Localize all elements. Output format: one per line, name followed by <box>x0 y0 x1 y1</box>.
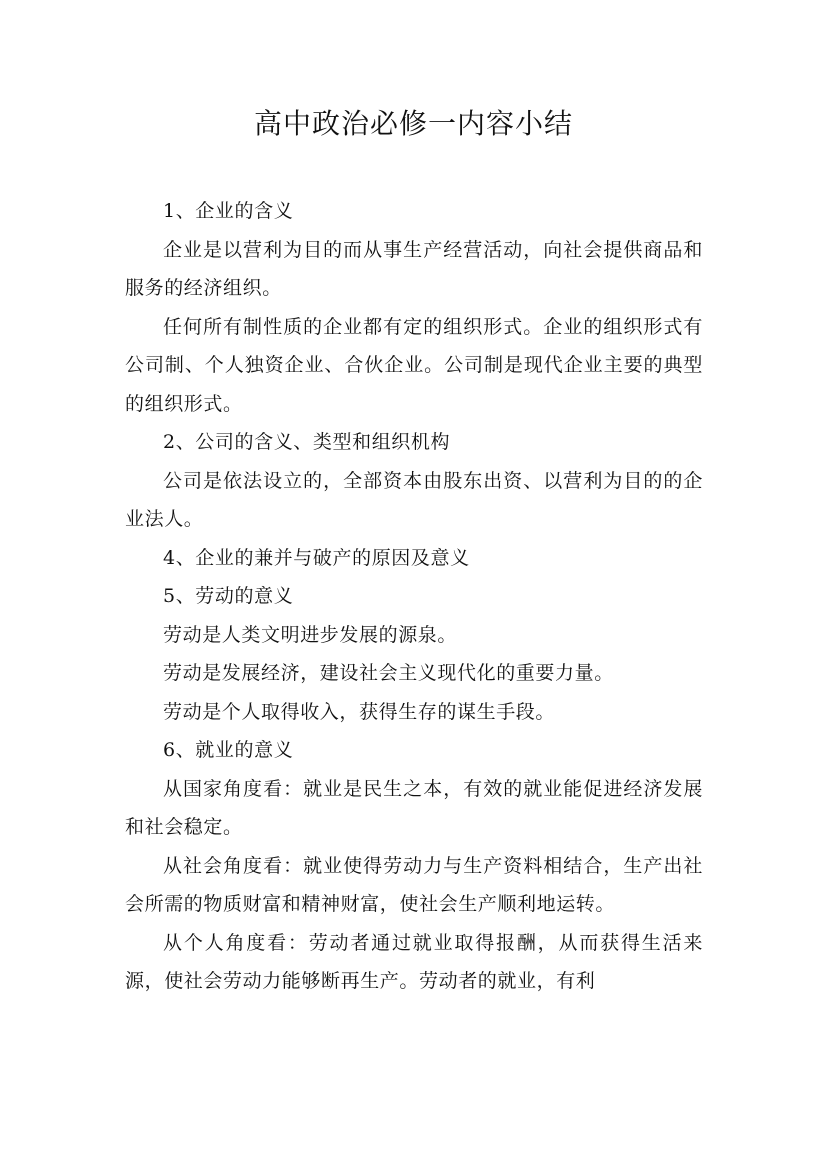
document-title: 高中政治必修一内容小结 <box>253 107 573 140</box>
paragraph: 劳动是个人取得收入，获得生存的谋生手段。 <box>163 700 556 723</box>
paragraph: 公司是依法设立的，全部资本由股东出资、以营利为目的的企业法人。 <box>125 469 703 530</box>
paragraph: 从国家角度看：就业是民生之本，有效的就业能促进经济发展和社会稳定。 <box>125 777 703 838</box>
heading-employment-meaning: 6、就业的意义 <box>163 739 294 761</box>
paragraph: 劳动是发展经济，建设社会主义现代化的重要力量。 <box>163 662 614 684</box>
heading-enterprise-meaning: 1、企业的含义 <box>163 200 294 222</box>
paragraph: 从社会角度看：就业使得劳动力与生产资料相结合，生产出社会所需的物质财富和精神财富，使社会生产顺利地运转。 <box>125 854 703 915</box>
document-body <box>125 192 703 1001</box>
paragraph: 劳动是人类文明进步发展的源泉。 <box>163 623 458 646</box>
heading-merger-bankruptcy: 4、企业的兼并与破产的原因及意义 <box>163 546 470 569</box>
heading-labor-meaning: 5、劳动的意义 <box>163 585 294 607</box>
heading-company-meaning: 2、公司的含义、类型和组织机构 <box>163 431 451 453</box>
paragraph: 任何所有制性质的企业都有定的组织形式。企业的组织形式有公司制、个人独资企业、合伙企业。公司制是现代企业主要的典型的组织形式。 <box>125 315 703 415</box>
paragraph: 从个人角度看：劳动者通过就业取得报酬，从而获得生活来源，使社会劳动力能够断再生产。劳动者的就业，有利 <box>125 931 703 992</box>
paragraph: 企业是以营利为目的而从事生产经营活动，向社会提供商品和服务的经济组织。 <box>125 238 703 299</box>
